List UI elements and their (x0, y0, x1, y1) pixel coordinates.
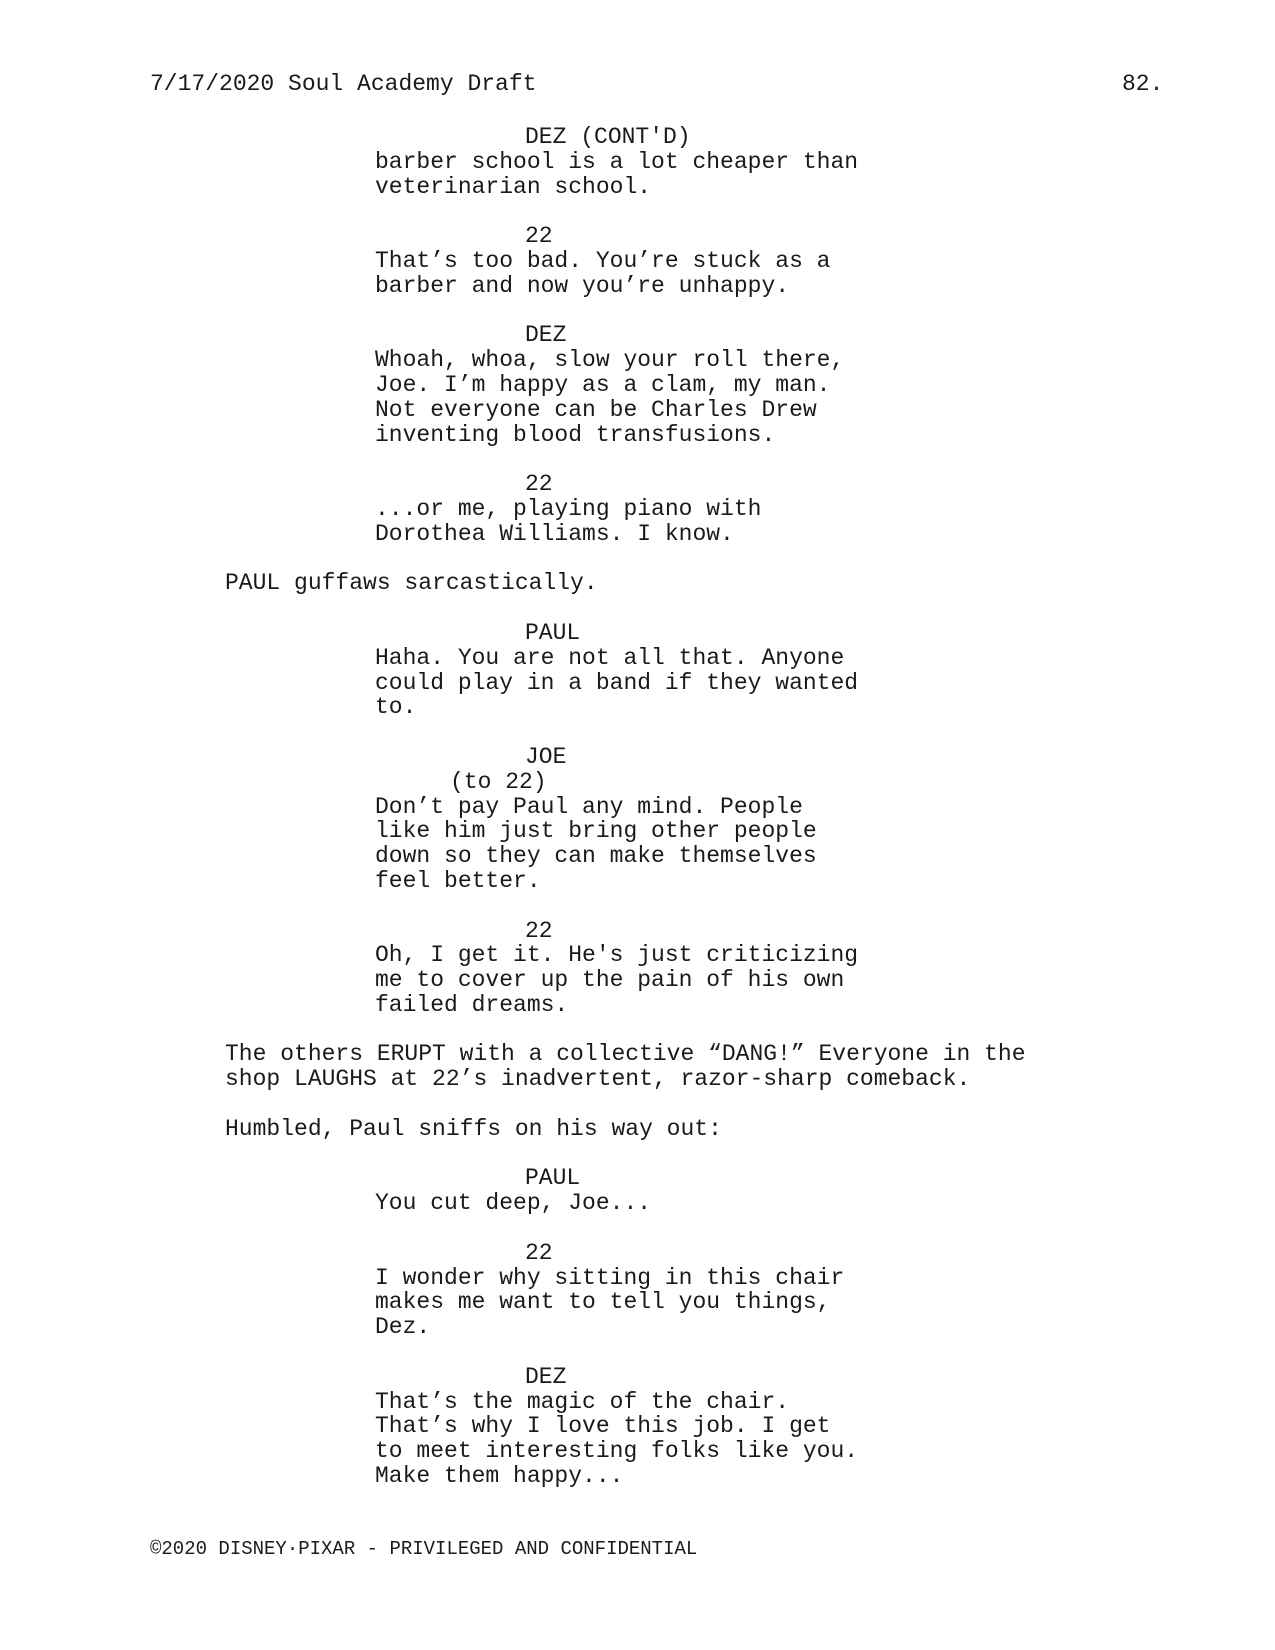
action-line: The others ERUPT with a collective “DANG!” Everyone in the (225, 1041, 1026, 1068)
character-name: PAUL (525, 1165, 581, 1192)
character-name: 22 (525, 1239, 553, 1266)
character-name: 22 (525, 223, 553, 250)
dialogue-block (0, 125, 1275, 199)
action-line: Humbled, Paul sniffs on his way out: (225, 1115, 722, 1142)
parenthetical: (to 22) (450, 768, 547, 795)
character-name: 22 (525, 471, 553, 498)
dialogue-line: Make them happy... (375, 1463, 624, 1490)
action-block (0, 1117, 1275, 1142)
dialogue-line: That’s why I love this job. I get (375, 1413, 831, 1440)
character-name: DEZ (525, 1363, 567, 1390)
dialogue-block (0, 1365, 1275, 1489)
dialogue-line: Oh, I get it. He's just criticizing (375, 942, 859, 969)
dialogue-block (0, 472, 1275, 546)
character-name: 22 (525, 917, 553, 944)
dialogue-line: barber and now you’re unhappy. (375, 272, 790, 299)
action-block (0, 571, 1275, 596)
character-name: DEZ (525, 322, 567, 349)
character-name: DEZ (CONT'D) (525, 124, 691, 150)
dialogue-line: Haha. You are not all that. Anyone (375, 644, 845, 671)
character-name: JOE (525, 743, 567, 770)
dialogue-line: inventing blood transfusions. (375, 421, 776, 448)
dialogue-line: That’s too bad. You’re stuck as a (375, 247, 831, 274)
character-name: PAUL (525, 619, 581, 646)
dialogue-line: Dez. (375, 1314, 431, 1341)
dialogue-line: could play in a band if they wanted (375, 669, 859, 696)
dialogue-line: I wonder why sitting in this chair (375, 1264, 845, 1291)
dialogue-line: Whoah, whoa, slow your roll there, (375, 347, 845, 374)
dialogue-line: Not everyone can be Charles Drew (375, 396, 817, 423)
dialogue-line: That’s the magic of the chair. (375, 1388, 790, 1415)
dialogue-line: to meet interesting folks like you. (375, 1438, 859, 1465)
dialogue-block (0, 1241, 1275, 1340)
dialogue-line: You cut deep, Joe... (375, 1190, 652, 1217)
dialogue-line: barber school is a lot cheaper than (375, 148, 859, 175)
draft-header: 7/17/2020 Soul Academy Draft (150, 71, 537, 97)
page-number: 82. (1122, 71, 1164, 97)
action-block (0, 1042, 1275, 1092)
dialogue-line: ...or me, playing piano with (375, 495, 762, 522)
dialogue-line: Joe. I’m happy as a clam, my man. (375, 371, 831, 398)
dialogue-block (0, 745, 1275, 894)
dialogue-line: me to cover up the pain of his own (375, 967, 845, 994)
dialogue-line: makes me want to tell you things, (375, 1289, 831, 1316)
dialogue-line: failed dreams. (375, 991, 569, 1018)
dialogue-line: Don’t pay Paul any mind. People (375, 793, 803, 820)
dialogue-line: Dorothea Williams. I know. (375, 520, 734, 547)
action-line: PAUL guffaws sarcastically. (225, 570, 598, 597)
script-body (0, 125, 1275, 1489)
dialogue-block (0, 919, 1275, 1018)
dialogue-line: like him just bring other people (375, 818, 817, 845)
dialogue-block (0, 323, 1275, 447)
action-line: shop LAUGHS at 22’s inadvertent, razor-sharp comeback. (225, 1066, 971, 1093)
confidential-footer: ©2020 DISNEY·PIXAR - PRIVILEGED AND CONFIDENTIAL (150, 1538, 698, 1560)
dialogue-block (0, 224, 1275, 298)
dialogue-line: feel better. (375, 867, 541, 894)
dialogue-block (0, 1166, 1275, 1216)
dialogue-line: veterinarian school. (375, 173, 652, 200)
dialogue-line: to. (375, 694, 417, 721)
dialogue-line: down so they can make themselves (375, 843, 817, 870)
dialogue-block (0, 621, 1275, 720)
